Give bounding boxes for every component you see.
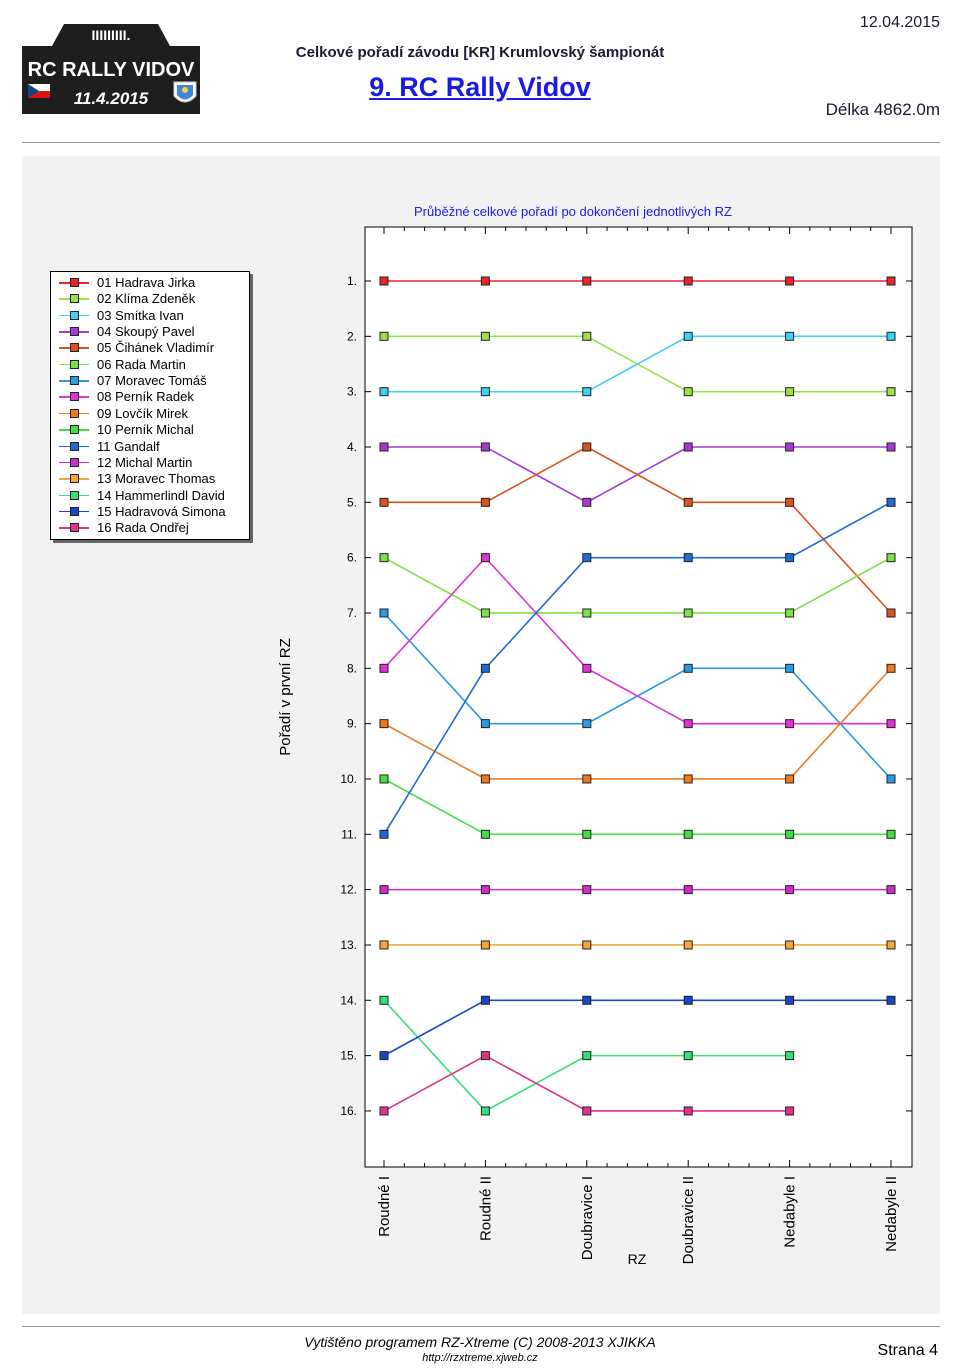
data-point: [481, 941, 489, 949]
legend-swatch: [59, 471, 89, 486]
data-point: [481, 498, 489, 506]
legend-label: 10 Perník Michal: [97, 422, 194, 438]
data-point: [684, 1052, 692, 1060]
data-point: [380, 1107, 388, 1115]
data-point: [786, 830, 794, 838]
legend-swatch: [59, 291, 89, 306]
data-point: [887, 609, 895, 617]
data-point: [481, 277, 489, 285]
legend-swatch: [59, 520, 89, 535]
data-point: [583, 720, 591, 728]
y-tick-label: 8.: [346, 661, 357, 676]
footer-url: http://rzxtreme.xjweb.cz: [422, 1352, 538, 1364]
data-point: [684, 775, 692, 783]
data-point: [481, 332, 489, 340]
data-point: [481, 996, 489, 1004]
competition-subtitle: Celkové pořadí závodu [KR] Krumlovský šampionát: [295, 44, 665, 61]
data-point: [583, 498, 591, 506]
legend-label: 08 Perník Radek: [97, 389, 194, 405]
data-point: [786, 996, 794, 1004]
legend-item: [59, 389, 194, 404]
event-date: 12.04.2015: [859, 14, 940, 31]
data-point: [684, 443, 692, 451]
legend-item: [59, 324, 195, 339]
chart-legend: [50, 271, 250, 540]
y-tick-label: 9.: [346, 716, 357, 731]
data-point: [583, 388, 591, 396]
data-point: [380, 388, 388, 396]
legend-label: 16 Rada Ondřej: [97, 520, 189, 536]
data-point: [481, 609, 489, 617]
legend-label: 06 Rada Martin: [97, 356, 186, 372]
y-tick-label: 6.: [346, 550, 357, 565]
legend-label: 03 Smítka Ivan: [97, 307, 184, 323]
data-point: [786, 554, 794, 562]
data-point: [583, 277, 591, 285]
data-point: [380, 498, 388, 506]
legend-label: 09 Lovčík Mirek: [97, 405, 189, 421]
data-point: [481, 830, 489, 838]
event-title: 9. RC Rally Vidov: [369, 72, 591, 102]
x-tick-label: Doubravice II: [680, 1176, 698, 1265]
legend-label: 15 Hadravová Simona: [97, 503, 226, 519]
data-point: [380, 443, 388, 451]
legend-item: [59, 275, 195, 290]
y-tick-label: 11.: [341, 827, 357, 842]
data-point: [887, 830, 895, 838]
y-tick-label: 1.: [346, 274, 357, 288]
data-point: [684, 941, 692, 949]
data-point: [786, 277, 794, 285]
legend-label: 04 Skoupý Pavel: [97, 324, 195, 340]
data-point: [380, 1052, 388, 1060]
legend-swatch: [59, 406, 89, 421]
y-tick-label: 10.: [340, 771, 357, 786]
data-point: [481, 886, 489, 894]
data-point: [684, 886, 692, 894]
y-tick-label: 15.: [340, 1048, 357, 1063]
legend-item: [59, 520, 189, 535]
data-point: [887, 720, 895, 728]
legend-swatch: [59, 504, 89, 519]
legend-item: [59, 308, 184, 323]
data-point: [380, 886, 388, 894]
legend-label: 12 Michal Martin: [97, 454, 193, 470]
data-point: [887, 498, 895, 506]
data-point: [684, 996, 692, 1004]
y-tick-labels: [340, 274, 357, 1118]
data-point: [887, 443, 895, 451]
data-point: [380, 554, 388, 562]
data-point: [887, 941, 895, 949]
legend-label: 01 Hadrava Jirka: [97, 275, 196, 290]
data-point: [684, 830, 692, 838]
data-point: [786, 332, 794, 340]
y-tick-label: 5.: [346, 495, 357, 510]
x-tick-label: Doubravice I: [578, 1176, 596, 1261]
legend-item: [59, 422, 194, 437]
data-point: [583, 332, 591, 340]
y-tick-label: 3.: [346, 384, 357, 399]
legend-swatch: [59, 488, 89, 503]
data-point: [887, 554, 895, 562]
legend-item: [59, 373, 207, 388]
data-point: [481, 1052, 489, 1060]
legend-swatch: [59, 373, 89, 388]
legend-swatch: [59, 324, 89, 339]
data-point: [380, 277, 388, 285]
legend-label: 07 Moravec Tomáš: [97, 373, 207, 389]
logo-top-text: IIIIIIIII.: [91, 27, 131, 43]
data-point: [481, 443, 489, 451]
legend-item: [59, 439, 160, 454]
chart-title: Průběžné celkové pořadí po dokončení jednotlivých RZ: [414, 204, 732, 219]
y-tick-label: 16.: [340, 1103, 357, 1118]
data-point: [481, 664, 489, 672]
legend-item: [59, 455, 192, 470]
legend-swatch: [59, 308, 89, 323]
page-number: Strana 4: [877, 1342, 938, 1359]
legend-item: [59, 488, 225, 503]
legend-swatch: [59, 439, 89, 454]
data-point: [684, 554, 692, 562]
x-tick-label: Nedabyle I: [781, 1176, 799, 1248]
data-point: [583, 941, 591, 949]
y-tick-label: 4.: [346, 439, 357, 454]
data-point: [786, 664, 794, 672]
data-point: [481, 775, 489, 783]
legend-swatch: [59, 275, 89, 290]
data-point: [583, 609, 591, 617]
logo-date-text: 11.4.2015: [73, 89, 149, 108]
x-tick-label: Roudné II: [477, 1176, 495, 1242]
footer-divider: [22, 1326, 940, 1327]
y-axis-label: Pořadí v první RZ: [277, 638, 294, 756]
legend-item: [59, 291, 195, 306]
legend-label: 14 Hammerlindl David: [97, 487, 225, 503]
data-point: [684, 277, 692, 285]
data-point: [380, 720, 388, 728]
data-point: [684, 609, 692, 617]
data-point: [684, 388, 692, 396]
legend-label: 02 Klíma Zdeněk: [97, 291, 196, 307]
legend-item: [59, 406, 188, 421]
data-point: [684, 720, 692, 728]
data-point: [786, 1107, 794, 1115]
legend-item: [59, 357, 186, 372]
data-point: [583, 664, 591, 672]
data-point: [481, 720, 489, 728]
data-point: [583, 886, 591, 894]
data-point: [684, 1107, 692, 1115]
data-point: [583, 996, 591, 1004]
data-point: [583, 830, 591, 838]
data-point: [583, 1107, 591, 1115]
data-point: [887, 388, 895, 396]
legend-item: [59, 471, 215, 486]
legend-label: 13 Moravec Thomas: [97, 471, 216, 487]
data-point: [786, 1052, 794, 1060]
data-point: [684, 498, 692, 506]
data-point: [481, 1107, 489, 1115]
legend-swatch: [59, 357, 89, 372]
data-point: [380, 332, 388, 340]
x-tick-label: Nedabyle II: [883, 1176, 900, 1252]
track-length: Délka 4862.0m: [825, 100, 940, 119]
legend-swatch: [59, 389, 89, 404]
legend-item: [59, 340, 214, 355]
data-point: [887, 332, 895, 340]
data-point: [583, 443, 591, 451]
data-point: [380, 609, 388, 617]
data-point: [481, 388, 489, 396]
data-point: [887, 664, 895, 672]
data-point: [887, 277, 895, 285]
data-point: [380, 664, 388, 672]
y-tick-label: 2.: [346, 329, 357, 344]
data-point: [380, 941, 388, 949]
x-tick-label: Roudné I: [376, 1176, 393, 1237]
data-point: [583, 1052, 591, 1060]
legend-swatch: [59, 422, 89, 437]
data-point: [786, 775, 794, 783]
legend-item: [59, 504, 226, 519]
data-point: [887, 886, 895, 894]
data-point: [583, 554, 591, 562]
footer-program: Vytištěno programem RZ-Xtreme (C) 2008-2013 XJIKKA: [304, 1334, 656, 1350]
data-point: [786, 609, 794, 617]
data-point: [380, 830, 388, 838]
y-tick-label: 7.: [346, 605, 357, 620]
data-point: [786, 443, 794, 451]
data-point: [786, 498, 794, 506]
data-point: [786, 720, 794, 728]
legend-label: 11 Gandalf: [97, 438, 160, 454]
logo-main-text: RC RALLY VIDOV: [27, 59, 195, 81]
data-point: [481, 554, 489, 562]
legend-swatch: [59, 340, 89, 355]
y-tick-label: 13.: [340, 937, 357, 952]
y-tick-label: 14.: [340, 993, 357, 1008]
data-point: [887, 775, 895, 783]
data-point: [380, 996, 388, 1004]
data-point: [786, 388, 794, 396]
data-point: [380, 775, 388, 783]
data-point: [786, 941, 794, 949]
data-point: [684, 332, 692, 340]
legend-swatch: [59, 455, 89, 470]
data-point: [786, 886, 794, 894]
x-axis-label: RZ: [627, 1251, 647, 1267]
data-point: [887, 996, 895, 1004]
data-point: [583, 775, 591, 783]
y-tick-label: 12.: [340, 882, 357, 897]
data-point: [684, 664, 692, 672]
legend-label: 05 Čihánek Vladimír: [97, 340, 215, 356]
